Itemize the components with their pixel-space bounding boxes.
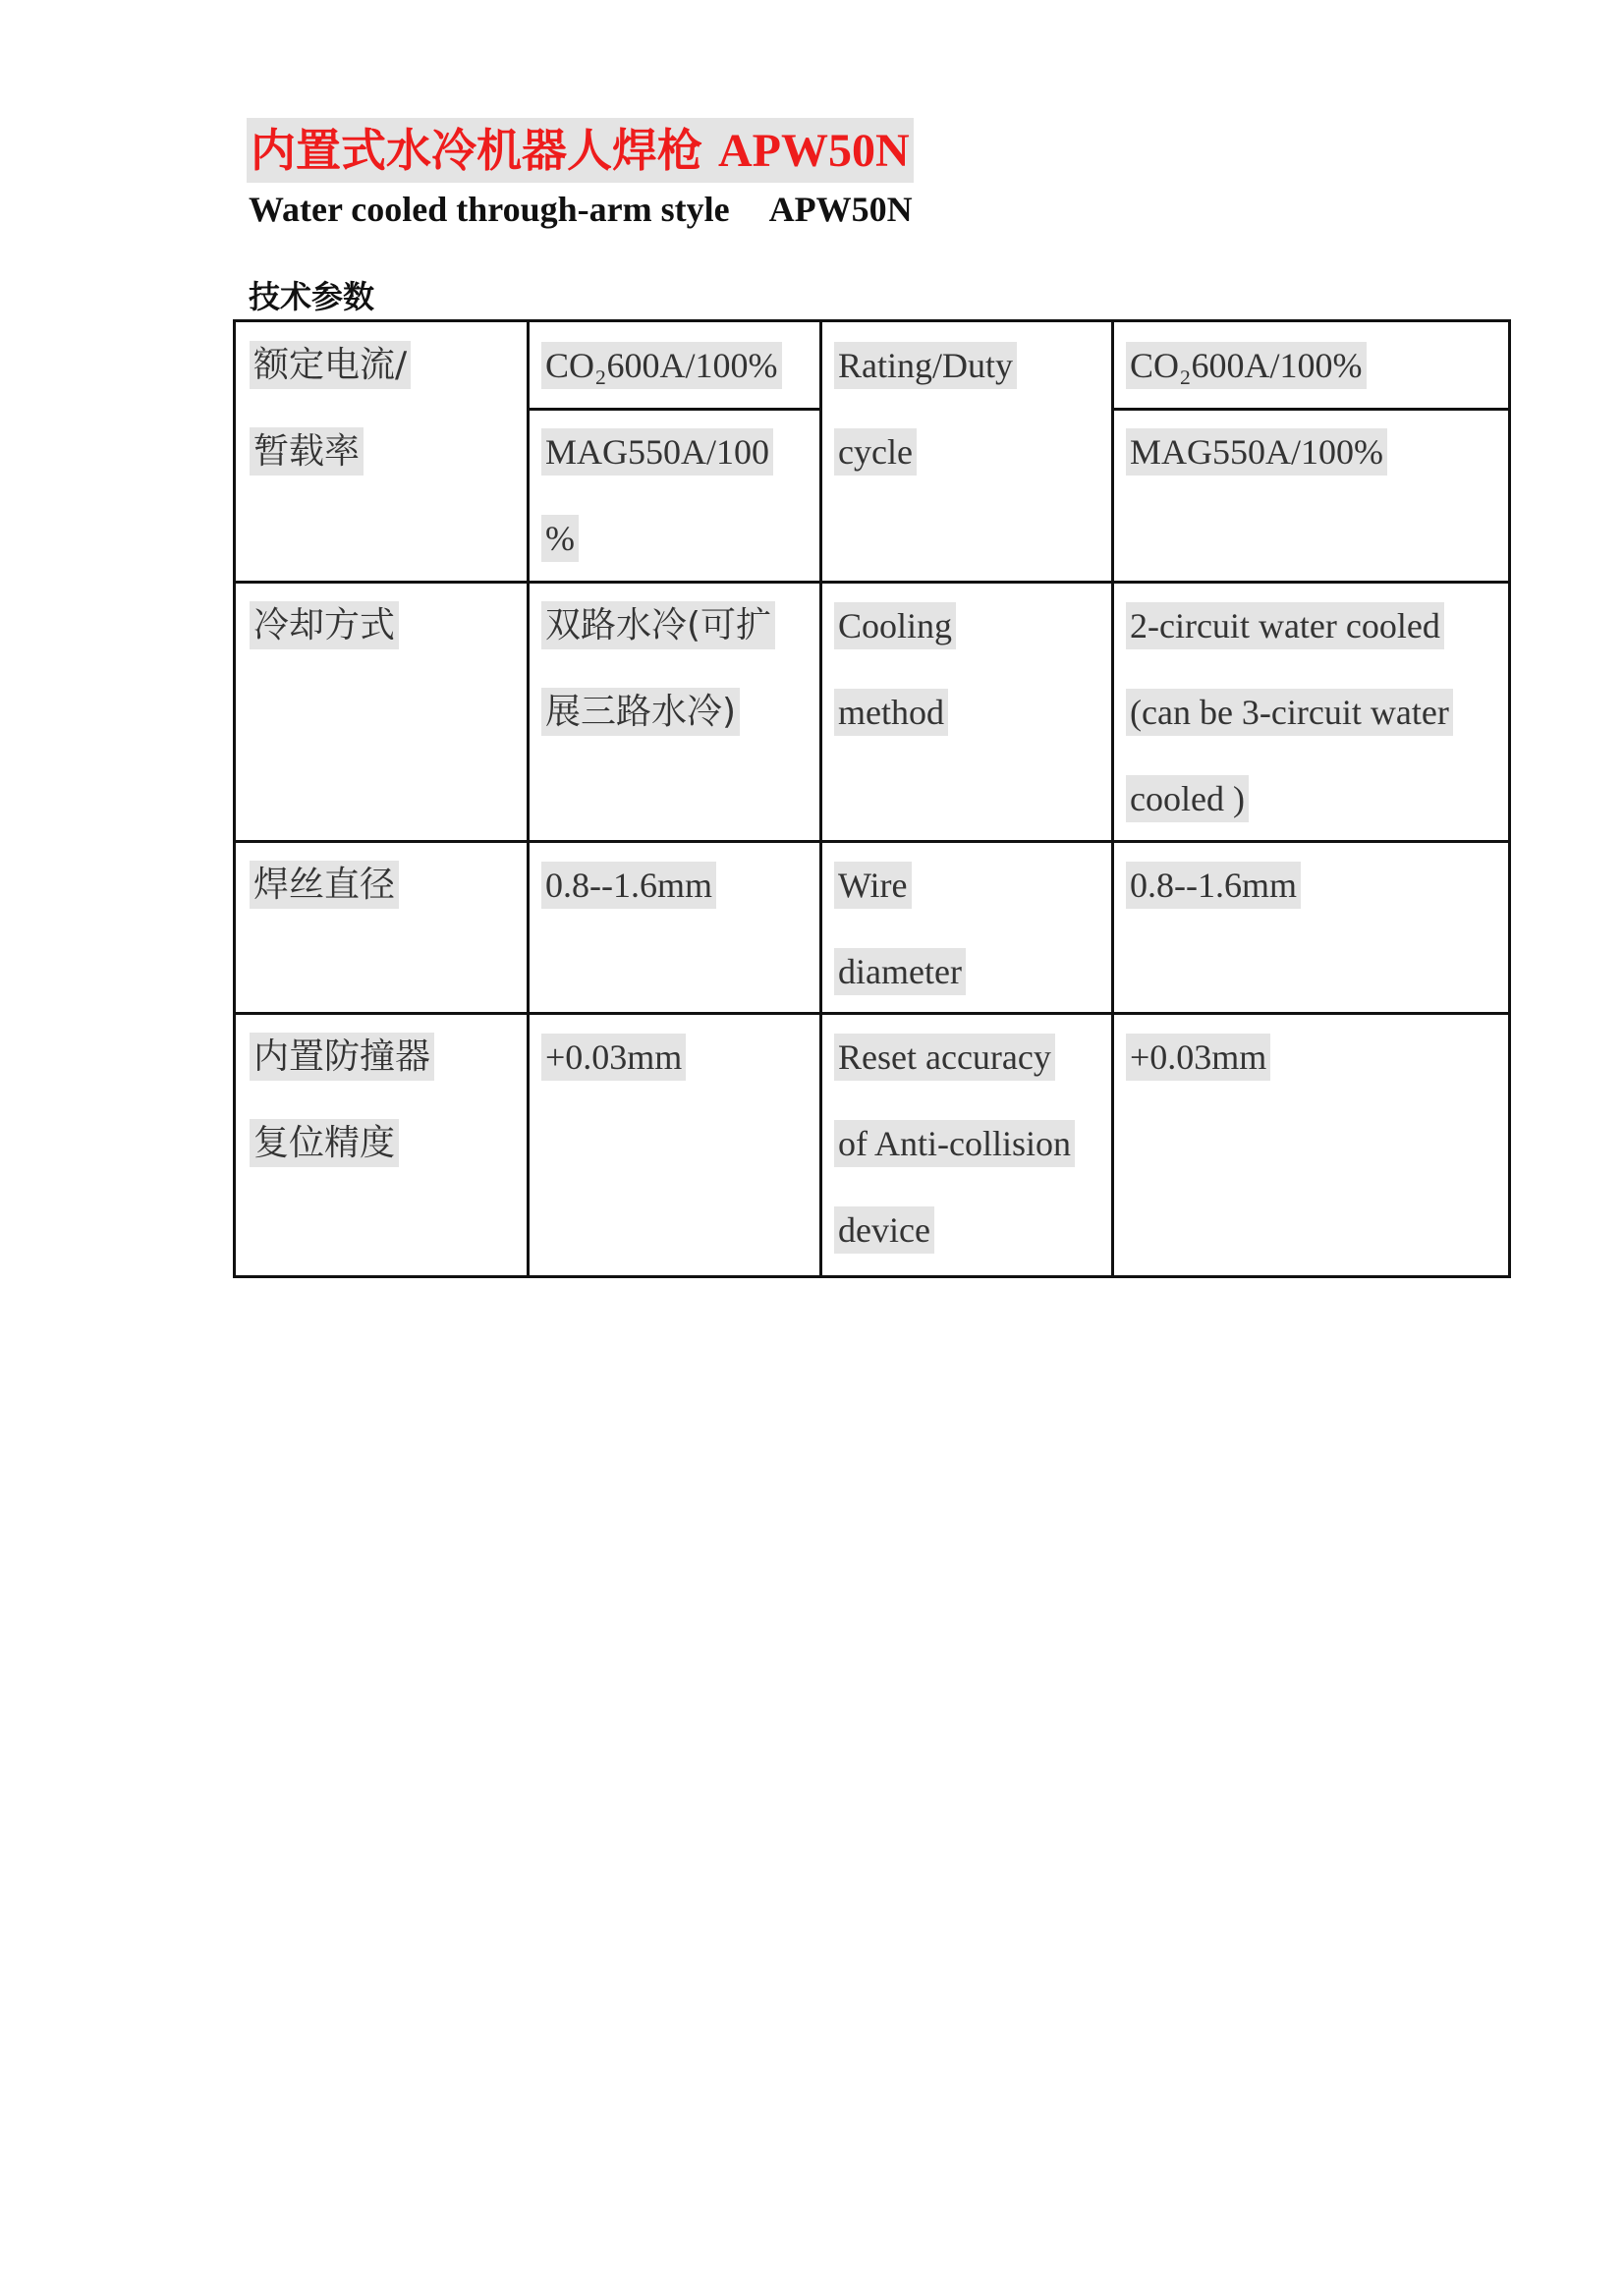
row-wire-value-zh: 0.8--1.6mm <box>541 842 716 928</box>
document-subtitle <box>249 184 913 235</box>
row-reset-label-zh: 内置防撞器 复位精度 <box>250 1014 434 1187</box>
row-reset-value-zh: +0.03mm <box>541 1014 686 1100</box>
row-wire-label-zh: 焊丝直径 <box>250 842 399 928</box>
row-cooling-label-en: Cooling method <box>834 583 956 756</box>
row-rating-value-en: CO₂600A/100% MAG550A/100% <box>1126 322 1387 495</box>
subtitle-english: Water cooled through-arm style <box>249 190 730 229</box>
section-title: 技术参数 <box>249 278 375 315</box>
row-rating-label-en: Rating/Duty cycle <box>834 322 1017 495</box>
title-chinese: 内置式水冷机器人焊枪 <box>251 124 702 177</box>
row-rating-label-zh: 额定电流/ 暂载率 <box>250 322 411 495</box>
document-title <box>247 118 914 183</box>
row-wire-label-en: Wire diameter <box>834 842 966 1015</box>
subtitle-model: APW50N <box>768 190 913 229</box>
spec-table <box>233 319 1511 1278</box>
row-reset-label-en: Reset accuracy of Anti-collision device <box>834 1014 1075 1273</box>
row-wire-value-en: 0.8--1.6mm <box>1126 842 1301 928</box>
row-rating-value-zh: CO₂600A/100% MAG550A/100 % <box>541 322 782 582</box>
title-model: APW50N <box>718 125 910 177</box>
row-cooling-value-en: 2-circuit water cooled (can be 3-circuit water cooled ) <box>1126 583 1499 842</box>
row-cooling-label-zh: 冷却方式 <box>250 583 399 669</box>
row-cooling-value-zh: 双路水冷(可扩 展三路水冷) <box>541 583 775 756</box>
row-reset-value-en: +0.03mm <box>1126 1014 1270 1100</box>
